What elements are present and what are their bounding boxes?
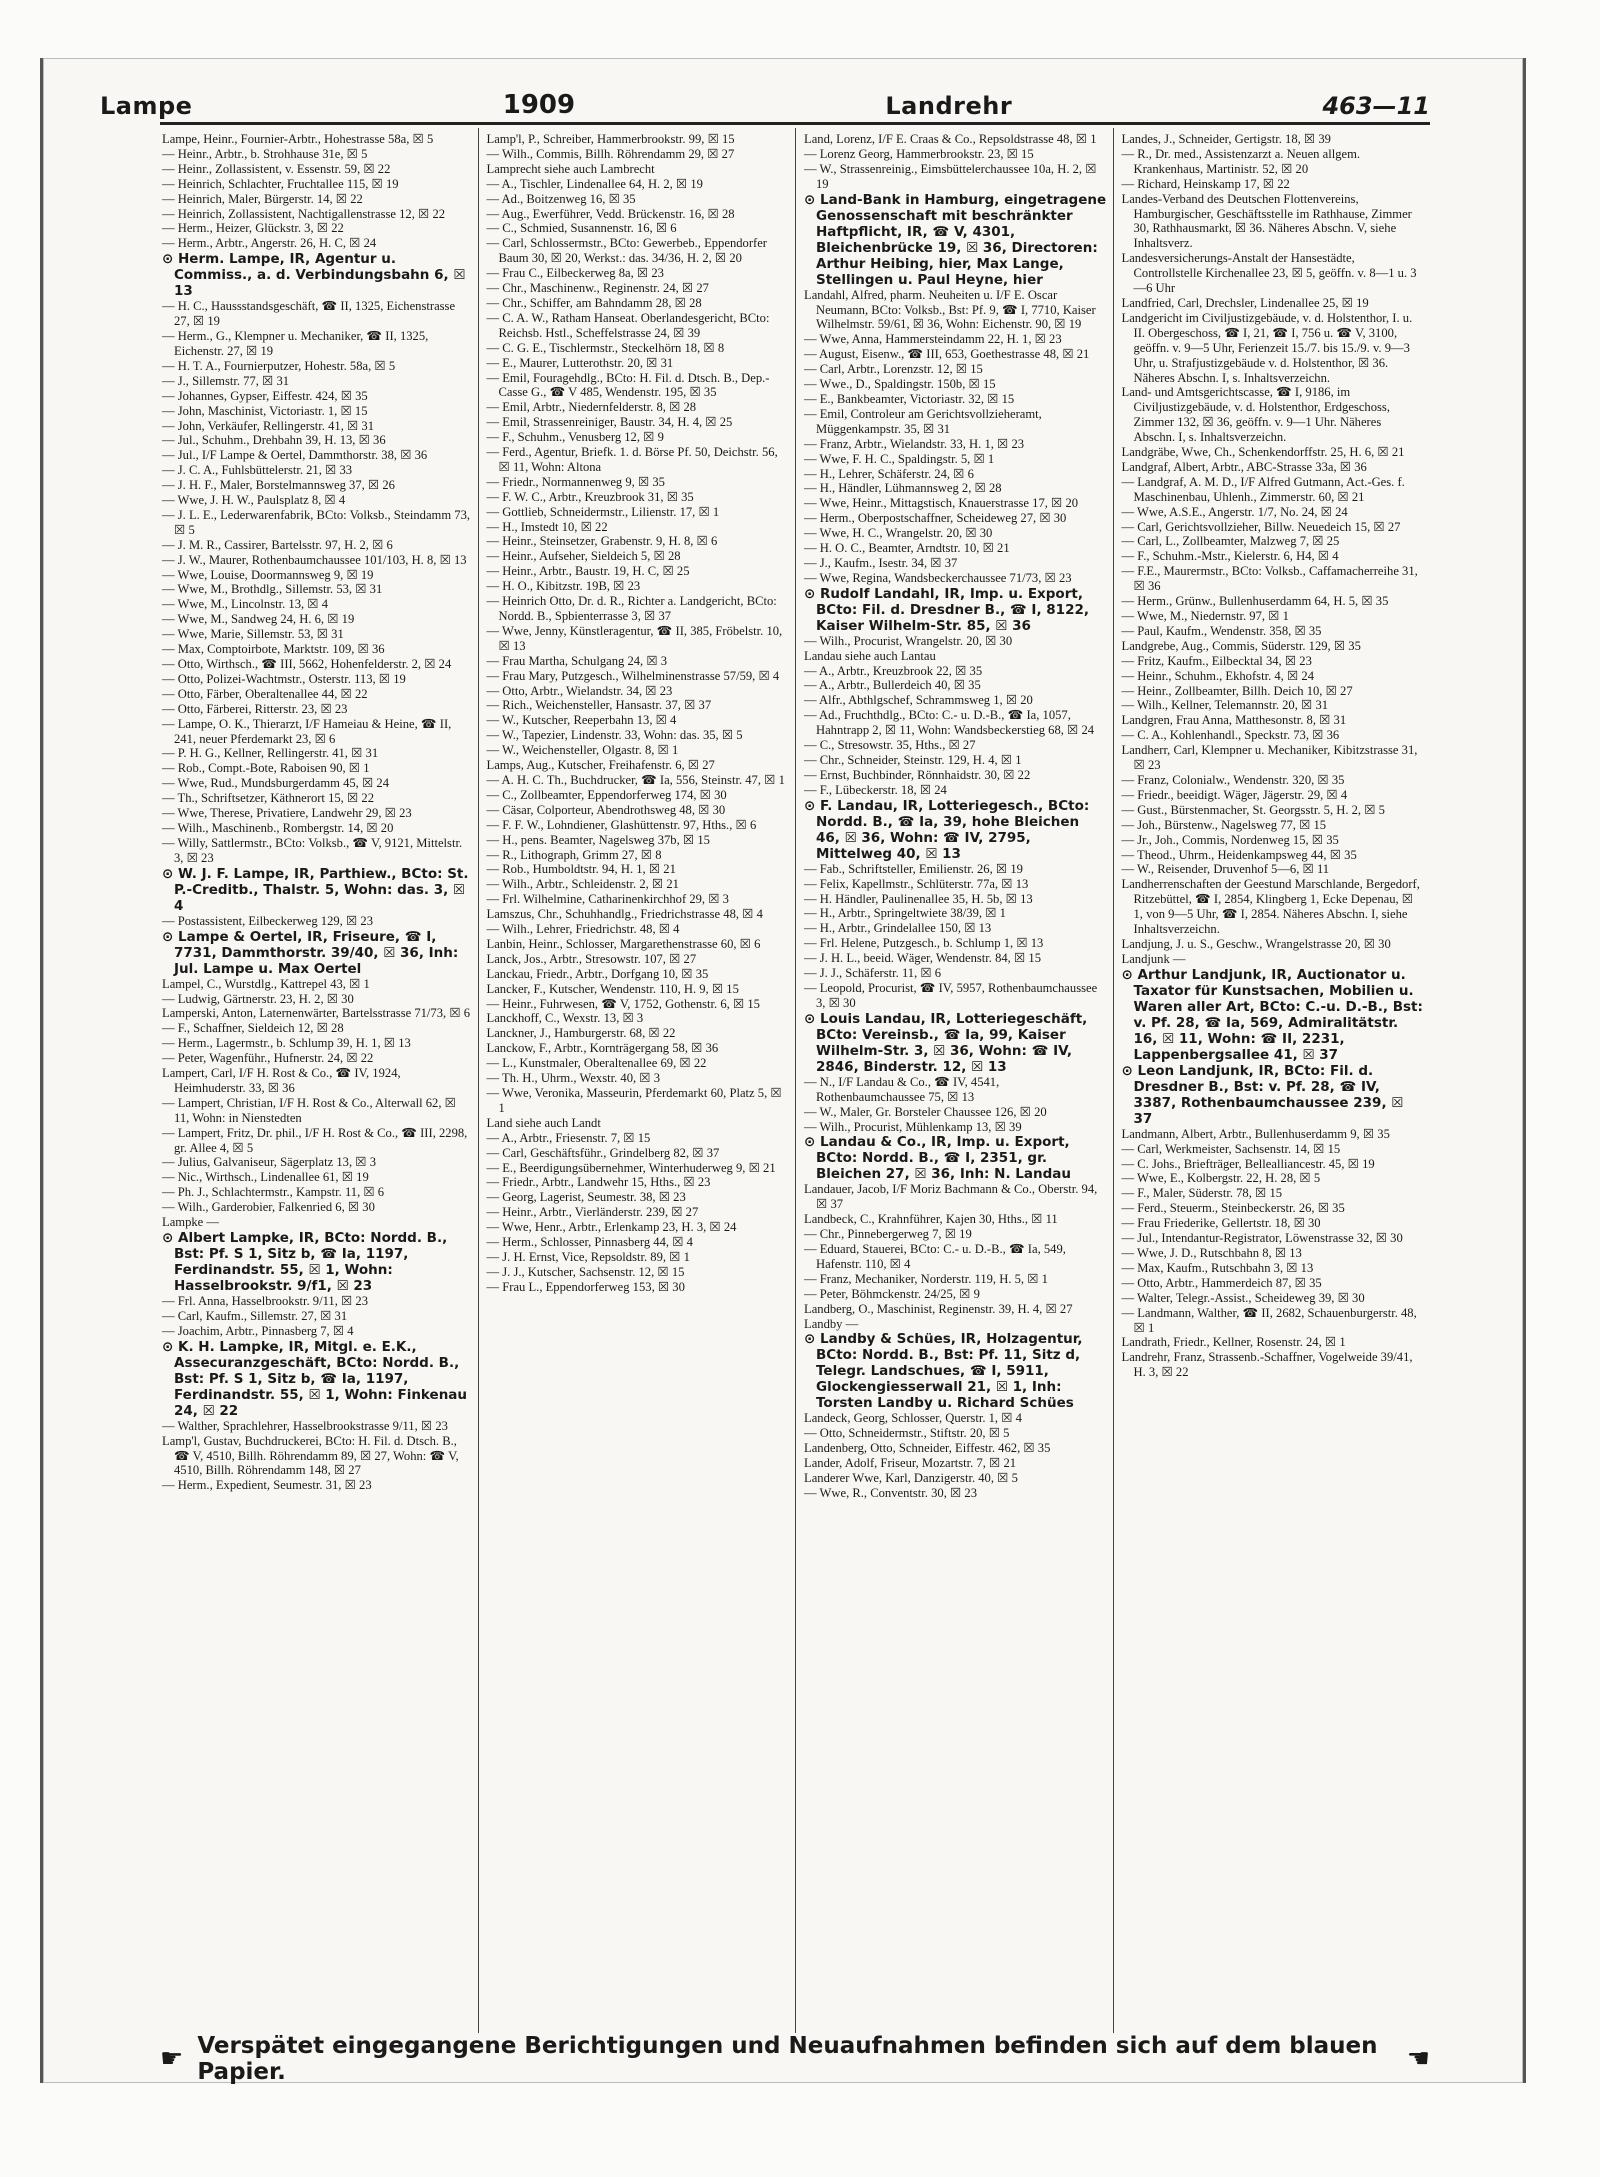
- directory-entry: — Max, Kaufm., Rutschbahn 3, ☒ 13: [1121, 1260, 1314, 1275]
- directory-entry: — C. A., Kohlenhandl., Speckstr. 73, ☒ 36: [1121, 728, 1340, 743]
- directory-entry: — Otto, Arbtr., Wielandstr. 34, ☒ 23: [486, 683, 673, 698]
- directory-entry: — Carl, Werkmeister, Sachsenstr. 14, ☒ 15: [1121, 1141, 1341, 1156]
- directory-entry: — Otto, Färberei, Ritterstr. 23, ☒ 23: [162, 701, 348, 716]
- directory-entry: Land- und Amtsgerichtscasse, ☎ I, 9186, im Civiljustizgebäude, v. d. Holstenthor, Erdgeschoss, Zimmer 132, ☒ 36, geöffn. v. 9—1 Uhr. Näheres Abschn. I, s. Inhaltsverzeichn.: [1121, 385, 1390, 445]
- directory-entry: — H., Händler, Lühmannsweg 2, ☒ 28: [804, 481, 1002, 496]
- directory-entry: — Wwe, M., Niedernstr. 97, ☒ 1: [1121, 609, 1289, 623]
- directory-entry: — Otto, Polizei-Wachtmstr., Osterstr. 113, ☒ 19: [162, 671, 406, 686]
- directory-entry: — F.E., Maurermstr., BCto: Volksb., Caffamacherreihe 31, ☒ 36: [1121, 564, 1418, 594]
- pointing-hand-left-icon: ☛: [160, 2044, 184, 2074]
- header-rule: [160, 122, 1430, 125]
- directory-entry: Lanck, Jos., Arbtr., Stresowstr. 107, ☒ 27: [486, 951, 697, 966]
- directory-entry: Landerer Wwe, Karl, Danzigerstr. 40, ☒ 5: [804, 1471, 1018, 1486]
- directory-entry: — A. H. C. Th., Buchdrucker, ☎ Ia, 556, Steinstr. 47, ☒ 1: [486, 772, 785, 787]
- directory-entry: — Heinr., Zollbeamter, Billh. Deich 10, ☒ 27: [1121, 683, 1353, 698]
- directory-entry: — Chr., Schiffer, am Bahndamm 28, ☒ 28: [486, 295, 702, 310]
- directory-entry: — Wwe, F. H. C., Spaldingstr. 5, ☒ 1: [804, 451, 995, 466]
- directory-entry: — Rob., Compt.-Bote, Raboisen 90, ☒ 1: [162, 761, 370, 776]
- directory-entry: — N., I/F Landau & Co., ☎ IV, 4541, Rothenbaumchaussee 75, ☒ 13: [804, 1074, 1000, 1104]
- directory-entry: — J. H. Ernst, Vice, Repsoldstr. 89, ☒ 1: [486, 1249, 690, 1264]
- directory-entry: — Lampert, Christian, I/F H. Rost & Co., Alterwall 62, ☒ 11, Wohn: in Nienstedten: [162, 1095, 456, 1125]
- directory-entry: Landgericht im Civiljustizgebäude, v. d. Holstenthor, I. u. II. Obergeschoss, ☎ I, 21, ☎ I, 756 u. ☎ V, 3100, geöffn. v. 9—5 Uhr, Ferienzeit 15./7. bis 15./9. v. 9—3 Uhr, u. Strafjustizgebäude v. d. Holstenthor, ☒ 36. Näheres Abschn. I, s. Inhaltsverzeichn.: [1121, 310, 1413, 385]
- directory-entry: — Aug., Ewerführer, Vedd. Brückenstr. 16, ☒ 28: [486, 206, 735, 221]
- directory-entry: — E., Beerdigungsübernehmer, Winterhuderweg 9, ☒ 21: [486, 1160, 776, 1175]
- directory-entry: — Wilh., Lehrer, Friedrichstr. 48, ☒ 4: [486, 922, 680, 937]
- directory-entry: — Heinrich, Zollassistent, Nachtigallenstrasse 12, ☒ 22: [162, 206, 446, 221]
- directory-entry: — Joh., Bürstenw., Nagelsweg 77, ☒ 15: [1121, 817, 1327, 832]
- directory-entry: ⊙ Landby & Schües, IR, Holzagentur, BCto: Nordd. B., Bst: Pf. 11, Sitz d, Telegr. Landschues, ☎ I, 5911, Glockengiesserwall 21, ☒ 1, Inh: Torsten Landby u. Richard Schües: [804, 1331, 1083, 1412]
- directory-entry: — August, Eisenw., ☎ III, 653, Goethestrasse 48, ☒ 21: [804, 347, 1090, 362]
- directory-entry: — H. T. A., Fournierputzer, Hohestr. 58a, ☒ 5: [162, 358, 396, 373]
- directory-entry: Lanckhoff, C., Wexstr. 13, ☒ 3: [486, 1011, 644, 1026]
- directory-entry: — P. H. G., Kellner, Rellingerstr. 41, ☒ 31: [162, 746, 379, 761]
- directory-entry: — Eduard, Stauerei, BCto: C.- u. D.-B., ☎ Ia, 549, Hafenstr. 110, ☒ 4: [804, 1242, 1066, 1271]
- directory-entry: Lamps, Aug., Kutscher, Freihafenstr. 6, ☒ 27: [486, 758, 715, 773]
- directory-entry: — Landmann, Walther, ☎ II, 2682, Schauenburgerstr. 48, ☒ 1: [1121, 1305, 1417, 1335]
- directory-entry: — Wwe, Marie, Sillemstr. 53, ☒ 31: [162, 627, 344, 642]
- directory-entry: — Herm., G., Klempner u. Mechaniker, ☎ II, 1325, Eichenstr. 27, ☒ 19: [162, 329, 429, 358]
- directory-entry: ⊙ Arthur Landjunk, IR, Auctionator u. Taxator für Kunstsachen, Mobilien u. Waren aller Art, BCto: C.-u. D.-B., Bst: v. Pf. 28, ☎ Ia, 569, Admiralitätstr. 16, ☒ 11, Wohn: ☎ II, 2231, Lappenbergsallee 41, ☒ 37: [1121, 966, 1423, 1063]
- directory-entry: — Frau L., Eppendorferweg 153, ☒ 30: [486, 1279, 685, 1294]
- directory-entry: ⊙ Herm. Lampe, IR, Agentur u. Commiss., a. d. Verbindungsbahn 6, ☒ 13: [162, 251, 466, 300]
- directory-entry: Landrehr, Franz, Strassenb.-Schaffner, Vogelweide 39/41, H. 3, ☒ 22: [1121, 1350, 1413, 1380]
- directory-entry: — John, Verkäufer, Rellingerstr. 41, ☒ 31: [162, 418, 375, 433]
- directory-entry: — Emil, Arbtr., Niedernfelderstr. 8, ☒ 28: [486, 400, 697, 415]
- directory-entry: — Heinrich, Maler, Bürgerstr. 14, ☒ 22: [162, 191, 363, 206]
- directory-entry: — Carl, Geschäftsführ., Grindelberg 82, ☒ 37: [486, 1145, 720, 1160]
- directory-entry: — Joachim, Arbtr., Pinnasberg 7, ☒ 4: [162, 1323, 354, 1338]
- directory-entry: — Heinr., Fuhrwesen, ☎ V, 1752, Gothenstr. 6, ☒ 15: [486, 996, 760, 1011]
- directory-entry: — A., Tischler, Lindenallee 64, H. 2, ☒ 19: [486, 176, 703, 191]
- directory-entry: Landgraf, Albert, Arbtr., ABC-Strasse 33a, ☒ 36: [1121, 459, 1367, 474]
- directory-entry: — F. F. W., Lohndiener, Glashüttenstr. 97, Hths., ☒ 6: [486, 817, 757, 832]
- directory-entry: — Wwe, M., Sandweg 24, H. 6, ☒ 19: [162, 612, 355, 627]
- directory-entry: — Herm., Heizer, Glückstr. 3, ☒ 22: [162, 221, 344, 236]
- directory-entry: Landgren, Frau Anna, Matthesonstr. 8, ☒ 31: [1121, 713, 1347, 728]
- directory-entry: — Herm., Expedient, Seumestr. 31, ☒ 23: [162, 1478, 372, 1493]
- directory-entry: — Wwe, M., Lincolnstr. 13, ☒ 4: [162, 597, 329, 612]
- directory-entry: — J., Kaufm., Isestr. 34, ☒ 37: [804, 555, 958, 570]
- directory-entry: — Wwe., D., Spaldingstr. 150b, ☒ 15: [804, 377, 996, 392]
- directory-entry: — Leopold, Procurist, ☎ IV, 5957, Rothenbaumchaussee 3, ☒ 30: [804, 980, 1098, 1010]
- directory-entry: — Frl. Anna, Hasselbrookstr. 9/11, ☒ 23: [162, 1294, 369, 1308]
- directory-entry: Landmann, Albert, Arbtr., Bullenhuserdamm 9, ☒ 35: [1121, 1126, 1390, 1141]
- directory-entry: — C., Zollbeamter, Eppendorferweg 174, ☒ 30: [486, 787, 727, 802]
- directory-entry: — H. C., Haussstandsgeschäft, ☎ II, 1325, Eichenstrasse 27, ☒ 19: [162, 299, 456, 329]
- directory-entry: — Wwe, Veronika, Masseurin, Pferdemarkt 60, Platz 5, ☒ 1: [486, 1086, 782, 1115]
- directory-entry: — Richard, Heinskamp 17, ☒ 22: [1121, 176, 1290, 191]
- directory-entry: — Wwe, J. D., Rutschbahn 8, ☒ 13: [1121, 1246, 1302, 1260]
- directory-entry: Landes, J., Schneider, Gertigstr. 18, ☒ 39: [1121, 132, 1331, 146]
- directory-entry: — Wwe, Regina, Wandsbeckerchaussee 71/73, ☒ 23: [804, 570, 1072, 585]
- directory-entry: — Wwe, Rud., Mundsburgerdamm 45, ☒ 24: [162, 776, 390, 791]
- directory-entry: — J. J., Kutscher, Sachsenstr. 12, ☒ 15: [486, 1264, 685, 1279]
- directory-entry: — A., Arbtr., Bullerdeich 40, ☒ 35: [804, 678, 981, 693]
- directory-entry: Lampel, C., Wurstdlg., Kattrepel 43, ☒ 1: [162, 976, 370, 991]
- directory-entry: Landauer, Jacob, I/F Moriz Bachmann & Co., Oberstr. 94, ☒ 37: [804, 1182, 1098, 1212]
- column-1: [160, 128, 478, 2033]
- column-3: [795, 128, 1113, 2033]
- directory-entry: — Otto, Arbtr., Hammerdeich 87, ☒ 35: [1121, 1275, 1322, 1290]
- directory-entry: — Herm., Arbtr., Angerstr. 26, H. C, ☒ 24: [162, 236, 377, 251]
- directory-entry: — Fab., Schriftsteller, Emilienstr. 26, ☒ 19: [804, 861, 1023, 876]
- directory-entry: — Herm., Lagermstr., b. Schlump 39, H. 1, ☒ 13: [162, 1036, 411, 1051]
- header-page-number: 463—11: [1322, 92, 1430, 120]
- directory-entry: — Heinrich, Schlachter, Fruchtallee 115, ☒ 19: [162, 176, 399, 191]
- directory-entry: — Heinr., Steinsetzer, Grabenstr. 9, H. 8, ☒ 6: [486, 534, 718, 549]
- directory-entry: — C., Schmied, Susannenstr. 16, ☒ 6: [486, 221, 677, 236]
- directory-entry: Landeck, Georg, Schlosser, Querstr. 1, ☒ 4: [804, 1411, 1022, 1426]
- directory-entry: Landjung, J. u. S., Geschw., Wrangelstrasse 20, ☒ 30: [1121, 936, 1391, 951]
- directory-entry: — J. W., Maurer, Rothenbaumchaussee 101/103, H. 8, ☒ 13: [162, 552, 467, 567]
- directory-entry: — Otto, Schneidermstr., Stiftstr. 20, ☒ 5: [804, 1426, 1010, 1441]
- directory-entry: — Ernst, Buchbinder, Rönnhaidstr. 30, ☒ 22: [804, 767, 1031, 782]
- footer-notice: Verspätet eingegangene Berichtigungen und Neuaufnahmen befinden sich auf dem blauen Papier.: [197, 2033, 1378, 2085]
- directory-entry: — Landgraf, A. M. D., I/F Alfred Gutmann, Act.-Ges. f. Maschinenbau, Uhlenh., Zimmerstr. 60, ☒ 21: [1121, 474, 1405, 504]
- directory-entry: — H., Arbtr., Grindelallee 150, ☒ 13: [804, 921, 992, 936]
- directory-entry: — Julius, Galvaniseur, Sägerplatz 13, ☒ 3: [162, 1155, 376, 1170]
- directory-entry: — Ad., Boitzenweg 16, ☒ 35: [486, 191, 636, 206]
- directory-entry: — Herm., Grünw., Bullenhuserdamm 64, H. 5, ☒ 35: [1121, 594, 1389, 609]
- directory-entry: — R., Lithograph, Grimm 27, ☒ 8: [486, 847, 662, 862]
- directory-entry: — J. L. E., Lederwarenfabrik, BCto: Volksb., Steindamm 73, ☒ 5: [162, 507, 471, 537]
- directory-entry: — H. O. C., Beamter, Arndtstr. 10, ☒ 21: [804, 541, 1010, 556]
- directory-entry: — H., pens. Beamter, Nagelsweg 37b, ☒ 15: [486, 832, 710, 847]
- directory-entry: ⊙ F. Landau, IR, Lotteriegesch., BCto: Nordd. B., ☎ Ia, 39, hohe Bleichen 46, ☒ 36, Wohn: ☎ IV, 2795, Mittelweg 40, ☒ 13: [804, 797, 1090, 862]
- directory-entry: — Wwe, J. H. W., Paulsplatz 8, ☒ 4: [162, 493, 346, 508]
- directory-entry: — Lorenz Georg, Hammerbrookstr. 23, ☒ 15: [804, 146, 1034, 161]
- directory-entry: — Wilh., Procurist, Wrangelstr. 20, ☒ 30: [804, 633, 1013, 648]
- directory-entry: ⊙ Rudolf Landahl, IR, Imp. u. Export, BCto: Fil. d. Dresdner B., ☎ I, 8122, Kaiser Wilhelm-Str. 85, ☒ 36: [804, 585, 1089, 634]
- directory-entry: — Frl. Helene, Putzgesch., b. Schlump 1, ☒ 13: [804, 936, 1044, 951]
- directory-entry: — R., Dr. med., Assistenzarzt a. Neuen allgem. Krankenhaus, Martinistr. 52, ☒ 20: [1121, 146, 1361, 176]
- directory-entry: — Wilh., Commis, Billh. Röhrendamm 29, ☒ 27: [486, 146, 735, 161]
- directory-entry: — W., Kutscher, Reeperbahn 13, ☒ 4: [486, 713, 677, 728]
- directory-entry: — Emil, Fouragehdlg., BCto: H. Fil. d. Dtsch. B., Dep.-Casse G., ☎ V 485, Wendenstr. 195, ☒ 35: [486, 370, 770, 400]
- directory-entry: — Friedr., Arbtr., Landwehr 15, Hths., ☒ 23: [486, 1175, 711, 1190]
- column-4: [1113, 128, 1431, 2033]
- directory-entry: ⊙ Leon Landjunk, IR, BCto: Fil. d. Dresdner B., Bst: v. Pf. 28, ☎ IV, 3387, Rothenbaumchaussee 239, ☒ 37: [1121, 1062, 1404, 1127]
- directory-entry: ⊙ Landau & Co., IR, Imp. u. Export, BCto: Nordd. B., ☎ I, 2351, gr. Bleichen 27, ☒ 36, Inh: N. Landau: [804, 1134, 1071, 1183]
- directory-entry: — H., Lehrer, Schäferstr. 24, ☒ 6: [804, 466, 974, 481]
- directory-entry: — H., Imstedt 10, ☒ 22: [486, 519, 608, 534]
- directory-entry: Lanckau, Friedr., Arbtr., Dorfgang 10, ☒ 35: [486, 966, 709, 981]
- directory-entry: Landes-Verband des Deutschen Flottenvereins, Hamburgischer, Geschäftsstelle im Rathhause, Zimmer 30, Rathhausmarkt, ☒ 36. Näheres Abschn. V, siehe Inhaltsverz.: [1121, 191, 1412, 251]
- directory-entry: — E., Bankbeamter, Victoriastr. 32, ☒ 15: [804, 391, 1015, 406]
- directory-entry: — Wilh., Arbtr., Schleidenstr. 2, ☒ 21: [486, 877, 679, 892]
- directory-entry: — Postassistent, Eilbeckerweg 129, ☒ 23: [162, 913, 374, 928]
- directory-entry: Landenberg, Otto, Schneider, Eiffestr. 462, ☒ 35: [804, 1441, 1051, 1456]
- directory-entry: — C. Johs., Briefträger, Bellealliancestr. 45, ☒ 19: [1121, 1156, 1375, 1171]
- pointing-hand-right-icon: ☚: [1406, 2044, 1430, 2074]
- directory-entry: — Heinr., Arbtr., Vierländerstr. 239, ☒ 27: [486, 1205, 699, 1220]
- directory-entry: — Th., Schriftsetzer, Käthnerort 15, ☒ 22: [162, 791, 375, 806]
- directory-entry: — Jr., Joh., Commis, Nordenweg 15, ☒ 35: [1121, 832, 1339, 847]
- column-2: [478, 128, 796, 2033]
- directory-entry: — Chr., Schneider, Steinstr. 129, H. 4, ☒ 1: [804, 753, 1022, 767]
- directory-entry: — Emil, Strassenreiniger, Baustr. 34, H. 4, ☒ 25: [486, 415, 733, 430]
- directory-entry: — Wwe, Henr., Arbtr., Erlenkamp 23, H. 3, ☒ 24: [486, 1220, 737, 1235]
- directory-entry: — C. A. W., Ratham Hanseat. Oberlandesgericht, BCto: Reichsb. Hstl., Scheffelstrasse 24, ☒ 39: [486, 310, 770, 340]
- directory-entry: — J. J., Schäferstr. 11, ☒ 6: [804, 966, 942, 981]
- directory-entry: Lancker, F., Kutscher, Wendenstr. 110, H. 9, ☒ 15: [486, 981, 739, 996]
- directory-entry: — Otto, Färber, Oberaltenallee 44, ☒ 22: [162, 686, 368, 701]
- directory-entry: ⊙ Lampe & Oertel, IR, Friseure, ☎ I, 7731, Dammthorstr. 39/40, ☒ 36, Inh: Jul. Lampe u. Max Oertel: [162, 928, 459, 977]
- directory-entry: — Felix, Kapellmstr., Schlüterstr. 77a, ☒ 13: [804, 876, 1029, 891]
- directory-entry: ⊙ Land-Bank in Hamburg, eingetragene Genossenschaft mit beschränkter Haftpflicht, IR, ☎ V, 4301, Bleichenbrücke 19, ☒ 36, Directoren: Arthur Heibing, hier, Max Lange, Stellingen u. Paul Heyne, hier: [804, 191, 1107, 288]
- directory-entry: — Frau Martha, Schulgang 24, ☒ 3: [486, 653, 668, 668]
- directory-entry: — Frau Friederike, Gellertstr. 18, ☒ 30: [1121, 1216, 1321, 1231]
- directory-entry: — Otto, Wirthsch., ☎ III, 5662, Hohenfelderstr. 2, ☒ 24: [162, 657, 452, 671]
- directory-entry: — Frau Mary, Putzgesch., Wilhelminenstrasse 57/59, ☒ 4: [486, 668, 780, 683]
- directory-entry: — Ph. J., Schlachtermstr., Kampstr. 11, ☒ 6: [162, 1185, 385, 1200]
- directory-entry: ⊙ W. J. F. Lampe, IR, Parthiew., BCto: St. P.-Creditb., Thalstr. 5, Wohn: das. 3, ☒ 4: [162, 865, 469, 914]
- header-left-keyword: Lampe: [100, 92, 193, 120]
- directory-entry: — C. G. E., Tischlermstr., Steckelhörn 18, ☒ 8: [486, 340, 725, 355]
- directory-entry: — Chr., Pinnebergerweg 7, ☒ 19: [804, 1227, 972, 1242]
- directory-entry: — Ferd., Steuerm., Steinbeckerstr. 26, ☒ 35: [1121, 1201, 1345, 1216]
- header-right-keyword: Landrehr: [885, 92, 1013, 120]
- directory-entry: — W., Weichensteller, Olgastr. 8, ☒ 1: [486, 743, 679, 758]
- directory-entry: — Carl, Kaufm., Sillemstr. 27, ☒ 31: [162, 1308, 348, 1323]
- directory-entry: — Frl. Wilhelmine, Catharinenkirchhof 29, ☒ 3: [486, 892, 729, 907]
- directory-entry: — Rob., Humboldtstr. 94, H. 1, ☒ 21: [486, 862, 676, 877]
- directory-entry: Landjunk —: [1121, 951, 1186, 966]
- directory-entry: — H., Arbtr., Springeltwiete 38/39, ☒ 1: [804, 906, 1006, 921]
- directory-entry: Lander, Adolf, Friseur, Mozartstr. 7, ☒ 21: [804, 1456, 1017, 1471]
- directory-entry: Land siehe auch Landt: [486, 1115, 601, 1130]
- directory-entry: — Carl, L., Zollbeamter, Malzweg 7, ☒ 25: [1121, 534, 1340, 549]
- directory-entry: — F., Schaffner, Sieldeich 12, ☒ 28: [162, 1021, 344, 1036]
- directory-entry: — Peter, Wagenführ., Hufnerstr. 24, ☒ 22: [162, 1051, 374, 1066]
- directory-entry: Landahl, Alfred, pharm. Neuheiten u. I/F E. Oscar Neumann, BCto: Volksb., Bst: Pf. 9, ☎ I, 7710, Kaiser Wilhelmstr. 59/61, ☒ 36, Wohn: Eichenstr. 90, ☒ 19: [804, 287, 1096, 332]
- directory-entry: — Jul., I/F Lampe & Oertel, Dammthorstr. 38, ☒ 36: [162, 448, 428, 463]
- directory-entry: Landgräbe, Wwe, Ch., Schenkendorffstr. 25, H. 6, ☒ 21: [1121, 445, 1405, 460]
- directory-entry: — Gust., Bürstenmacher, St. Georgsstr. 5, H. 2, ☒ 5: [1121, 802, 1385, 817]
- directory-entry: — A., Arbtr., Friesenstr. 7, ☒ 15: [486, 1130, 651, 1145]
- directory-entry: — Wwe, H. C., Wrangelstr. 20, ☒ 30: [804, 526, 993, 541]
- directory-entry: — Heinrich Otto, Dr. d. R., Richter a. Landgericht, BCto: Nordd. B., Spbienterrasse 3, ☒ 37: [486, 594, 777, 623]
- directory-entry: — W., Strassenreinig., Eimsbüttelerchaussee 10a, H. 2, ☒ 19: [804, 161, 1097, 191]
- directory-entry: — Heinr., Aufseher, Sieldeich 5, ☒ 28: [486, 549, 681, 564]
- directory-entry: — Wilh., Procurist, Mühlenkamp 13, ☒ 39: [804, 1119, 1022, 1134]
- directory-entry: — Emil, Controleur am Gerichtsvollzieheramt, Müggenkampstr. 35, ☒ 31: [804, 406, 1042, 436]
- directory-entry: — W., Tapezier, Lindenstr. 33, Wohn: das. 35, ☒ 5: [486, 728, 743, 743]
- directory-entry: — Theod., Uhrm., Heidenkampsweg 44, ☒ 35: [1121, 847, 1357, 862]
- header-year: 1909: [502, 90, 576, 120]
- directory-entry: — Franz, Arbtr., Wielandstr. 33, H. 1, ☒ 23: [804, 436, 1025, 451]
- directory-entry: — Jul., Schuhm., Drehbahn 39, H. 13, ☒ 36: [162, 433, 386, 448]
- directory-entry: Lanckow, F., Arbtr., Kornträgergang 58, ☒ 36: [486, 1041, 719, 1056]
- directory-entry: — J., Sillemstr. 77, ☒ 31: [162, 373, 290, 388]
- directory-entry: — Carl, Schlossermstr., BCto: Gewerbeb., Eppendorfer Baum 30, ☒ 20, Werkst.: das. 34/36, H. 2, ☒ 20: [486, 236, 768, 266]
- directory-entry: — A., Arbtr., Kreuzbrook 22, ☒ 35: [804, 663, 983, 678]
- directory-entry: — Wwe, E., Kolbergstr. 22, H. 28, ☒ 5: [1121, 1171, 1321, 1186]
- directory-entry: Lamp'l, Gustav, Buchdruckerei, BCto: H. Fil. d. Dtsch. B., ☎ V, 4510, Billh. Röhrendamm 89, ☒ 27, Wohn: ☎ V, 4510, Billh. Röhrendamm 148, ☒ 27: [162, 1433, 459, 1478]
- directory-entry: Landesversicherungs-Anstalt der Hansestädte, Controllstelle Kirchenallee 23, ☒ 5, geöffn. v. 8—1 u. 3—6 Uhr: [1121, 251, 1417, 296]
- directory-entry: Landby —: [804, 1316, 859, 1331]
- directory-entry: — Wwe, Therese, Privatiere, Landwehr 29, ☒ 23: [162, 806, 412, 821]
- directory-entry: — Rich., Weichensteller, Hansastr. 37, ☒ 37: [486, 698, 712, 713]
- directory-entry: — Ludwig, Gärtnerstr. 23, H. 2, ☒ 30: [162, 991, 354, 1006]
- directory-entry: — Heinr., Arbtr., b. Strohhause 31e, ☒ 5: [162, 146, 368, 161]
- directory-entry: — Herm., Oberpostschaffner, Scheideweg 27, ☒ 30: [804, 511, 1067, 526]
- directory-entry: Lamp'l, P., Schreiber, Hammerbrookstr. 99, ☒ 15: [486, 132, 735, 146]
- directory-columns: [160, 128, 1430, 2033]
- directory-entry: — Wwe, R., Conventstr. 30, ☒ 23: [804, 1486, 978, 1500]
- directory-entry: — W., Maler, Gr. Borsteler Chaussee 126, ☒ 20: [804, 1104, 1047, 1119]
- directory-entry: — Heinr., Zollassistent, v. Essenstr. 59, ☒ 22: [162, 161, 391, 176]
- directory-entry: — Wwe, M., Brothdlg., Sillemstr. 53, ☒ 31: [162, 582, 383, 597]
- directory-entry: — Chr., Maschinenw., Reginenstr. 24, ☒ 27: [486, 281, 709, 296]
- directory-entry: — Friedr., Normannenweg 9, ☒ 35: [486, 474, 665, 489]
- directory-entry: Lamszus, Chr., Schuhhandlg., Friedrichstrasse 48, ☒ 4: [486, 907, 763, 922]
- directory-entry: — F., Schuhm.-Mstr., Kielerstr. 6, H4, ☒ 4: [1121, 549, 1339, 564]
- directory-entry: — Paul, Kaufm., Wendenstr. 358, ☒ 35: [1121, 623, 1322, 638]
- directory-entry: — Nic., Wirthsch., Lindenallee 61, ☒ 19: [162, 1170, 369, 1185]
- directory-entry: — Wilh., Garderobier, Falkenried 6, ☒ 30: [162, 1200, 375, 1215]
- directory-entry: Lampke —: [162, 1215, 220, 1230]
- directory-entry: — F., Lübeckerstr. 18, ☒ 24: [804, 782, 947, 797]
- directory-entry: — Max, Comptoirbote, Marktstr. 109, ☒ 36: [162, 642, 385, 657]
- directory-entry: — Jul., Intendantur-Registrator, Löwenstrasse 32, ☒ 30: [1121, 1231, 1403, 1246]
- directory-entry: — Heinr., Arbtr., Baustr. 19, H. C, ☒ 25: [486, 564, 690, 579]
- page-footer: [160, 2033, 1430, 2085]
- directory-entry: — Cäsar, Colporteur, Abendrothsweg 48, ☒ 30: [486, 802, 726, 817]
- directory-entry: — John, Maschinist, Victoriastr. 1, ☒ 15: [162, 403, 368, 418]
- directory-entry: Landgrebe, Aug., Commis, Süderstr. 129, ☒ 35: [1121, 638, 1361, 653]
- directory-entry: — Willy, Sattlermstr., BCto: Volksb., ☎ V, 9121, Mittelstr. 3, ☒ 23: [162, 835, 463, 865]
- directory-entry: Landau siehe auch Lantau: [804, 648, 936, 663]
- directory-entry: — Herm., Schlosser, Pinnasberg 44, ☒ 4: [486, 1235, 693, 1250]
- directory-entry: ⊙ Louis Landau, IR, Lotteriegeschäft, BCto: Vereinsb., ☎ Ia, 99, Kaiser Wilhelm-Str. 3, ☒ 36, Wohn: ☎ IV, 2846, Binderstr. 12, ☒ 13: [804, 1010, 1088, 1075]
- directory-entry: Landfried, Carl, Drechsler, Lindenallee 25, ☒ 19: [1121, 295, 1369, 310]
- directory-entry: — F., Maler, Süderstr. 78, ☒ 15: [1121, 1186, 1283, 1201]
- directory-entry: — J. M. R., Cassirer, Bartelsstr. 97, H. 2, ☒ 6: [162, 537, 393, 552]
- directory-entry: — Johannes, Gypser, Eiffestr. 424, ☒ 35: [162, 388, 368, 403]
- directory-entry: — J. C. A., Fuhlsbüttelerstr. 21, ☒ 33: [162, 463, 353, 478]
- directory-entry: — Wwe, Louise, Doormannsweg 9, ☒ 19: [162, 567, 374, 582]
- directory-entry: — Carl, Arbtr., Lorenzstr. 12, ☒ 15: [804, 362, 983, 377]
- directory-entry: — Lampert, Fritz, Dr. phil., I/F H. Rost & Co., ☎ III, 2298, gr. Allee 4, ☒ 5: [162, 1125, 468, 1155]
- directory-entry: — F. W. C., Arbtr., Kreuzbrook 31, ☒ 35: [486, 489, 694, 504]
- directory-entry: Lamprecht siehe auch Lambrecht: [486, 161, 655, 176]
- directory-entry: Landbeck, C., Krahnführer, Kajen 30, Hths., ☒ 11: [804, 1212, 1058, 1227]
- directory-entry: — Gottlieb, Schneidermstr., Lilienstr. 17, ☒ 1: [486, 504, 720, 519]
- directory-entry: — Georg, Lagerist, Seumestr. 38, ☒ 23: [486, 1190, 686, 1205]
- directory-entry: — Friedr., beeidigt. Wäger, Jägerstr. 29, ☒ 4: [1121, 787, 1348, 802]
- directory-entry: — Wwe, Jenny, Künstleragentur, ☎ II, 385, Fröbelstr. 10, ☒ 13: [486, 623, 783, 653]
- directory-entry: ⊙ K. H. Lampke, IR, Mitgl. e. E.K., Assecuranzgeschäft, BCto: Nordd. B., Bst: Pf. S 1, Sitz b, ☎ Ia, 1197, Ferdinandstr. 55, ☒ 1, Wohn: Finkenau 24, ☒ 22: [162, 1338, 468, 1419]
- directory-entry: — E., Maurer, Lutterothstr. 20, ☒ 31: [486, 355, 674, 370]
- directory-entry: — Peter, Böhmckenstr. 24/25, ☒ 9: [804, 1286, 980, 1301]
- directory-entry: — J. H. L., beeid. Wäger, Wendenstr. 84, ☒ 15: [804, 951, 1041, 966]
- directory-entry: — L., Kunstmaler, Oberaltenallee 69, ☒ 22: [486, 1056, 707, 1071]
- directory-entry: — Wilh., Kellner, Telemannstr. 20, ☒ 31: [1121, 698, 1329, 713]
- directory-entry: — Wilh., Maschinenb., Rombergstr. 14, ☒ 20: [162, 820, 394, 835]
- directory-entry: — H. O., Kibitzstr. 19B, ☒ 23: [486, 579, 641, 594]
- directory-entry: — Wwe, A.S.E., Angerstr. 1/7, No. 24, ☒ 24: [1121, 504, 1348, 519]
- directory-entry: — W., Reisender, Druvenhof 5—6, ☒ 11: [1121, 862, 1330, 877]
- directory-entry: Landrath, Friedr., Kellner, Rosenstr. 24, ☒ 1: [1121, 1335, 1346, 1350]
- directory-entry: — Frau C., Eilbeckerweg 8a, ☒ 23: [486, 266, 664, 281]
- directory-entry: Landberg, O., Maschinist, Reginenstr. 39, H. 4, ☒ 27: [804, 1301, 1073, 1316]
- directory-entry: — Fritz, Kaufm., Eilbecktal 34, ☒ 23: [1121, 653, 1312, 668]
- directory-entry: Lampe, Heinr., Fournier-Arbtr., Hohestrasse 58a, ☒ 5: [162, 132, 434, 146]
- directory-entry: — F., Schuhm., Venusberg 12, ☒ 9: [486, 430, 664, 445]
- directory-entry: — Lampe, O. K., Thierarzt, I/F Hameiau & Heine, ☎ II, 241, neuer Pferdemarkt 23, ☒ 6: [162, 716, 452, 746]
- directory-entry: Lampert, Carl, I/F H. Rost & Co., ☎ IV, 1924, Heimhuderstr. 33, ☒ 36: [162, 1066, 401, 1095]
- directory-entry: — Heinr., Schuhm., Ekhofstr. 4, ☒ 24: [1121, 668, 1314, 683]
- directory-entry: — H. Händler, Paulinenallee 35, H. 5b, ☒ 13: [804, 891, 1033, 906]
- directory-entry: — Wwe, Heinr., Mittagstisch, Knauerstrasse 17, ☒ 20: [804, 496, 1079, 511]
- directory-entry: ⊙ Albert Lampke, IR, BCto: Nordd. B., Bst: Pf. S 1, Sitz b, ☎ Ia, 1197, Ferdinandstr. 55, ☒ 1, Wohn: Hasselbrookstr. 9/f1, ☒ 23: [162, 1230, 448, 1294]
- directory-entry: Lamperski, Anton, Laternenwärter, Bartelsstrasse 71/73, ☒ 6: [162, 1006, 471, 1021]
- directory-entry: — Franz, Colonialw., Wendenstr. 320, ☒ 35: [1121, 772, 1345, 787]
- directory-entry: — J. H. F., Maler, Borstelmannsweg 37, ☒ 26: [162, 478, 395, 493]
- directory-entry: Lanbin, Heinr., Schlosser, Margarethenstrasse 60, ☒ 6: [486, 936, 761, 951]
- directory-entry: — Th. H., Uhrm., Wexstr. 40, ☒ 3: [486, 1071, 661, 1086]
- directory-entry: — Ferd., Agentur, Briefk. 1. d. Börse Pf. 50, Deichstr. 56, ☒ 11, Wohn: Altona: [486, 445, 778, 474]
- directory-entry: — Wwe, Anna, Hammersteindamm 22, H. 1, ☒ 23: [804, 332, 1062, 347]
- directory-entry: — C., Stresowstr. 35, Hths., ☒ 27: [804, 738, 976, 753]
- directory-entry: — Franz, Mechaniker, Norderstr. 119, H. 5, ☒ 1: [804, 1271, 1048, 1286]
- directory-entry: Landherr, Carl, Klempner u. Mechaniker, Kibitzstrasse 31, ☒ 23: [1121, 743, 1418, 773]
- directory-entry: — Walther, Sprachlehrer, Hasselbrookstrasse 9/11, ☒ 23: [162, 1418, 448, 1433]
- directory-entry: — Carl, Gerichtsvollzieher, Billw. Neuedeich 15, ☒ 27: [1121, 519, 1401, 534]
- directory-entry: Land, Lorenz, I/F E. Craas & Co., Repsoldstrasse 48, ☒ 1: [804, 132, 1097, 146]
- directory-entry: — Ad., Fruchthdlg., BCto: C.- u. D.-B., ☎ Ia, 1057, Hahntrapp 2, ☒ 11, Wohn: Wandsbeckerstieg 68, ☒ 24: [804, 708, 1095, 738]
- page-header: [100, 80, 1430, 120]
- directory-entry: Landherrenschaften der Geestund Marschlande, Bergedorf, Ritzebüttel, ☎ I, 2854, Klingberg 1, Ecke Depenau, ☒ 1, von 9—5 Uhr, ☎ I, 2854. Näheres Abschn. I, siehe Inhaltsverzeichn.: [1121, 877, 1420, 937]
- directory-entry: — Alfr., Abthlgschef, Schrammsweg 1, ☒ 20: [804, 693, 1033, 708]
- directory-entry: — Walter, Telegr.-Assist., Scheideweg 39, ☒ 30: [1121, 1290, 1365, 1305]
- directory-entry: Lanckner, J., Hamburgerstr. 68, ☒ 22: [486, 1026, 676, 1041]
